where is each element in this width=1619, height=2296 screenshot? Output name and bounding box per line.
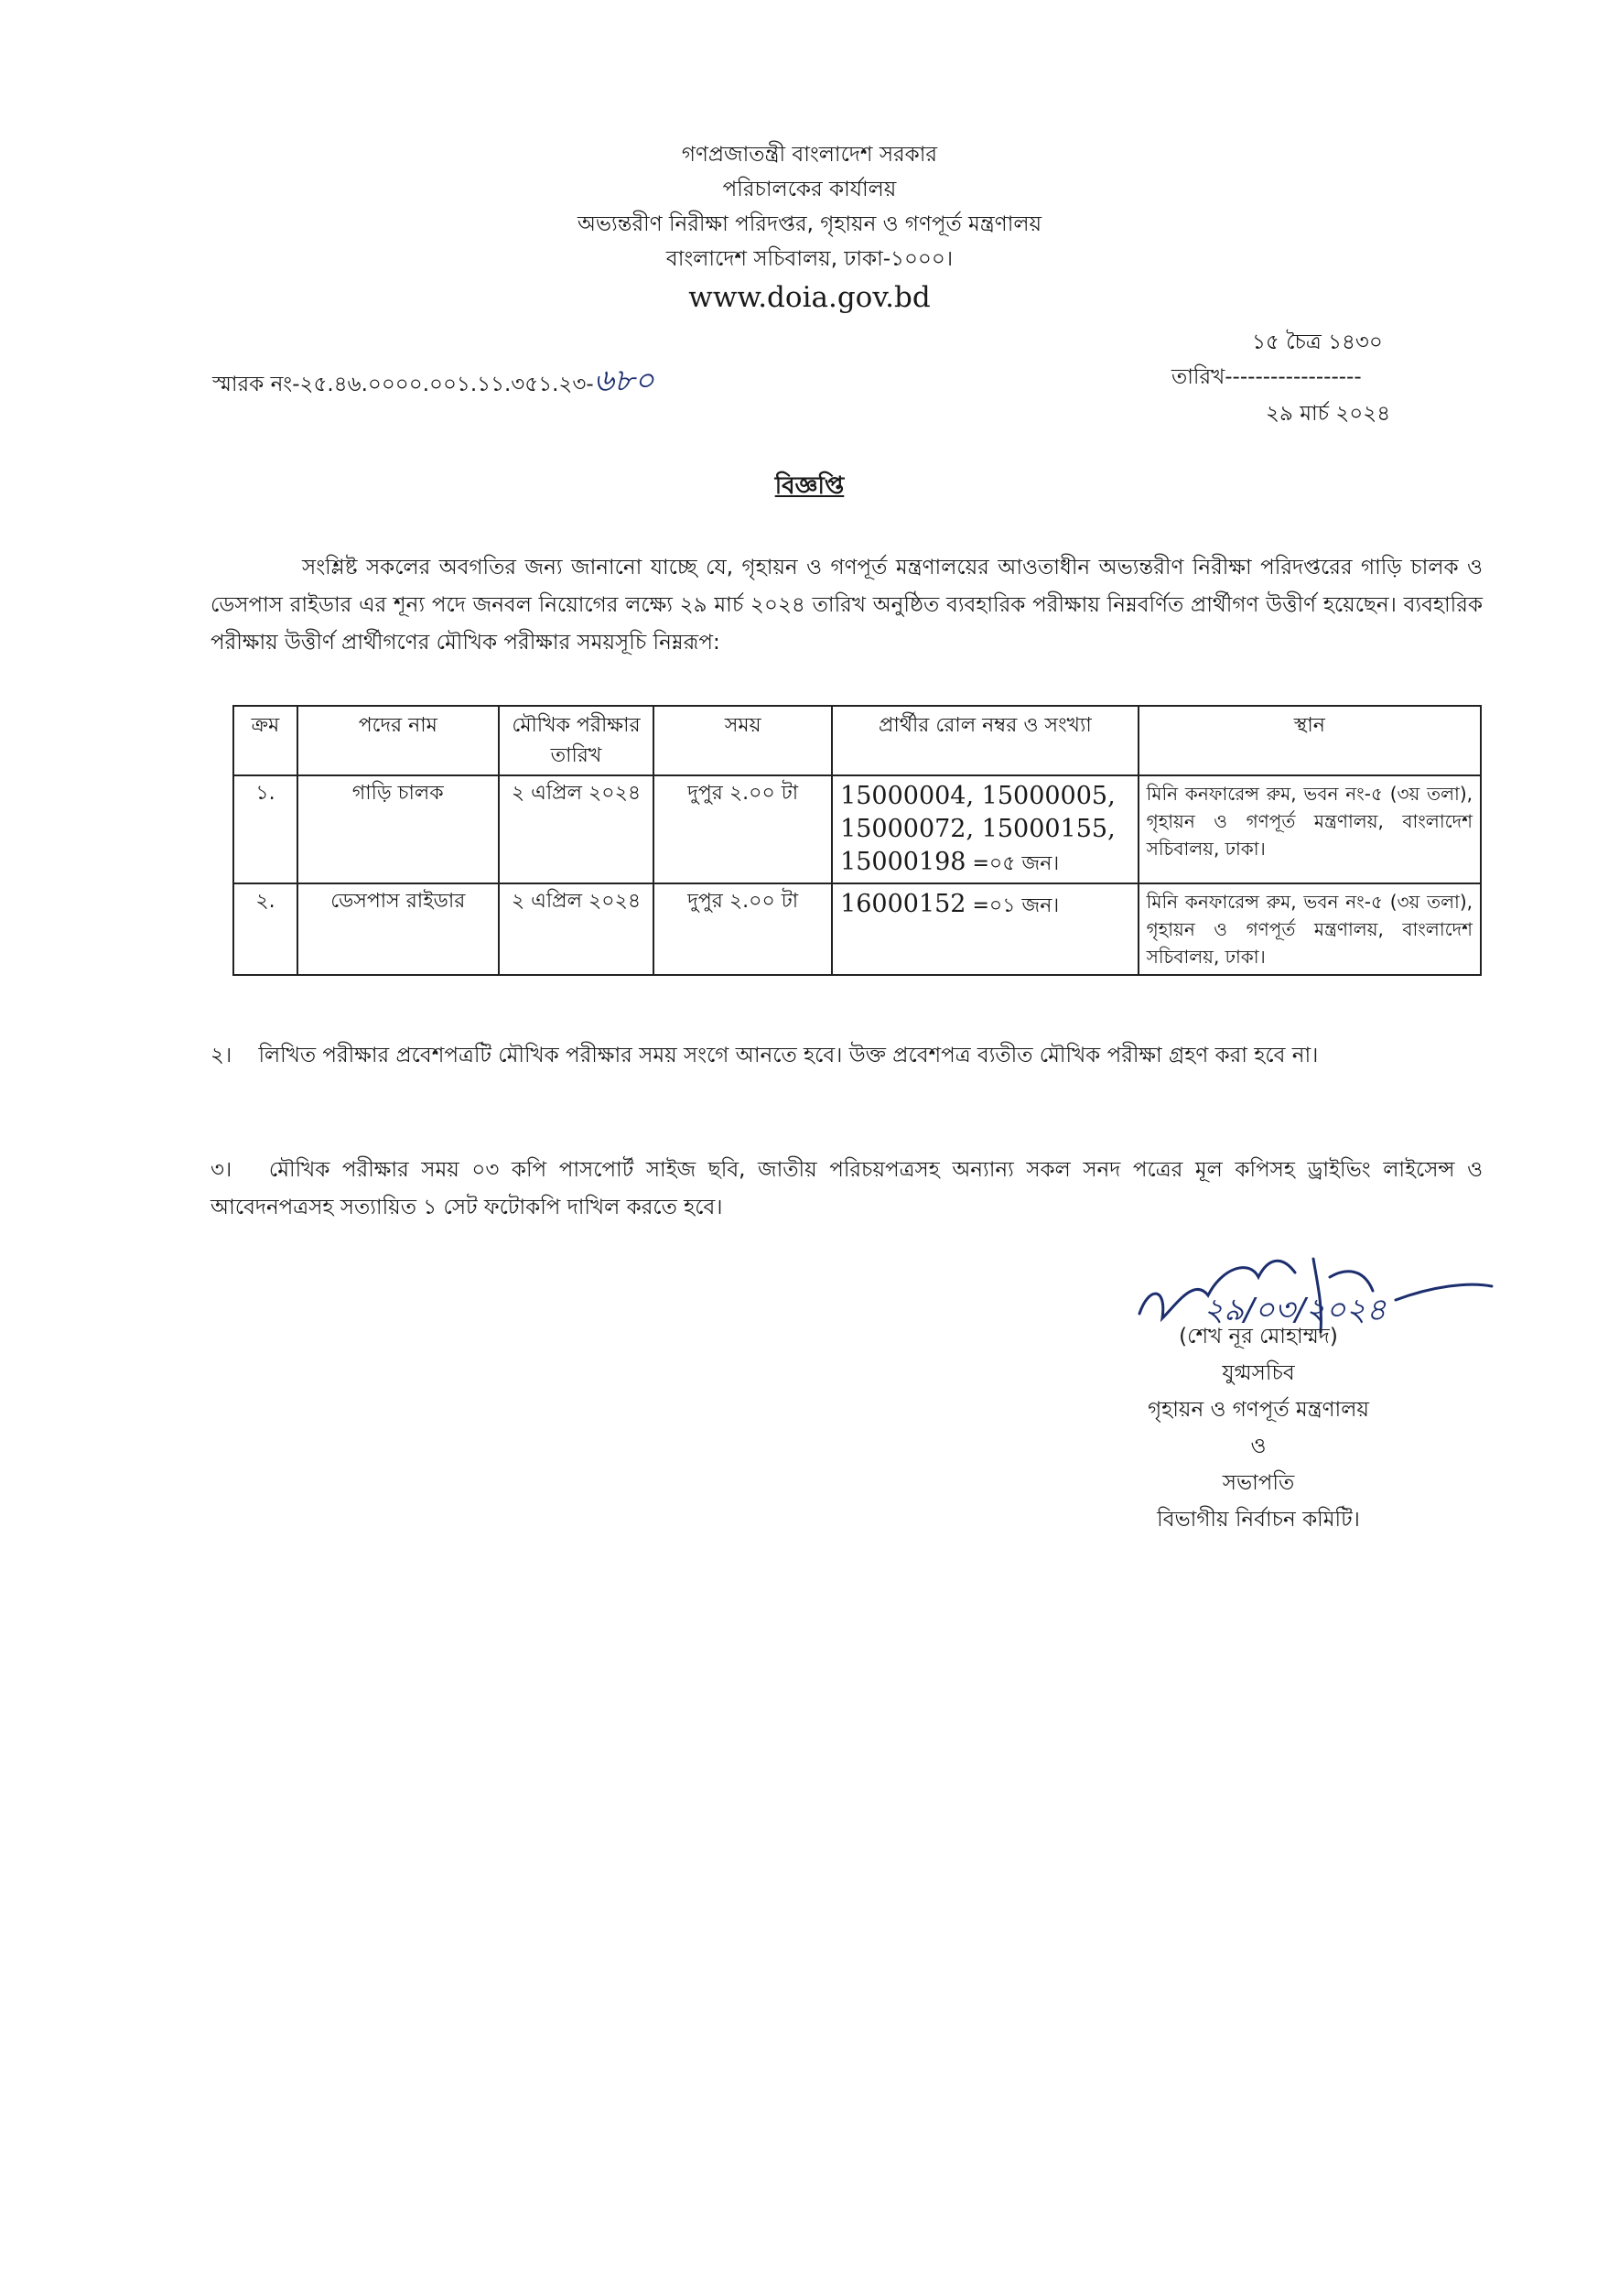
cell-time: দুপুর ২.০০ টা xyxy=(653,883,832,975)
point-2 xyxy=(210,1037,1483,1075)
cell-post: গাড়ি চালক xyxy=(297,775,499,883)
govt-name: গণপ্রজাতন্ত্রী বাংলাদেশ সরকার xyxy=(681,143,938,167)
signatory-role: সভাপতি xyxy=(1222,1471,1295,1495)
point-3-number: ৩। xyxy=(210,1158,232,1182)
intro-paragraph: সংশ্লিষ্ট সকলের অবগতির জন্য জানানো যাচ্ছে যে, গৃহায়ন ও গণপূর্ত মন্ত্রণালয়ের আওতাধীন অভ্যন্তরীণ নিরীক্ষা পরিদপ্তরের গাড়ি চালক ও ডেসপাস রাইডার এর শূন্য পদে জনবল নিয়োগের লক্ষ্যে ২৯ মার্চ ২০২৪ তারিখ অনুষ্ঠিত ব্যবহারিক পরীক্ষায় নিম্নবর্ণিত প্রার্থীগণ উত্তীর্ণ হয়েছেন। ব্যবহারিক পরীক্ষায় উত্তীর্ণ প্রার্থীগণের মৌখিক পরীক্ষার সময়সূচি নিম্নরূপ: xyxy=(210,556,1483,655)
memo-number-text: স্মারক নং-২৫.৪৬.০০০০.০০১.১১.৩৫১.২৩- xyxy=(212,373,594,396)
cell-time: দুপুর ২.০০ টা xyxy=(653,775,832,883)
memo-number-handwritten: ৬৮০ xyxy=(593,363,654,399)
date-bangla: ১৫ চৈত্র ১৪৩০ xyxy=(1252,330,1383,354)
signature-date: ২৯/০৩/২০২৪ xyxy=(1203,1292,1387,1328)
table-row xyxy=(233,883,1481,975)
signatory-designation: যুগ্মসচিব xyxy=(1222,1361,1295,1385)
cell-serial: ২. xyxy=(233,883,297,975)
header-serial: ক্রম xyxy=(233,706,297,775)
memo-number xyxy=(212,357,654,409)
roll-count: =০১ জন। xyxy=(972,894,1060,917)
signatory-committee: বিভাগীয় নির্বাচন কমিটি। xyxy=(1157,1508,1360,1532)
cell-rolls xyxy=(832,883,1139,975)
roll-numbers: 16000152 xyxy=(840,890,966,918)
point-3 xyxy=(210,1152,1483,1227)
signatory-name: (শেখ নূর মোহাম্মদ) xyxy=(1179,1325,1338,1348)
point-3-text: মৌখিক পরীক্ষার সময় ০৩ কপি পাসপোর্ট সাইজ ছবি, জাতীয় পরিচয়পত্রসহ অন্যান্য সকল সনদ পত্রের মূল কপিসহ ড্রাইভিং লাইসেন্স ও আবেদনপত্রসহ সত্যায়িত ১ সেট ফটোকপি দাখিল করতে হবে। xyxy=(210,1158,1483,1219)
table-row xyxy=(233,775,1481,883)
cell-serial: ১. xyxy=(233,775,297,883)
office-address: বাংলাদেশ সচিবালয়, ঢাকা-১০০০। xyxy=(665,247,954,271)
cell-venue: মিনি কনফারেন্স রুম, ভবন নং-৫ (৩য় তলা), গৃহায়ন ও গণপূর্ত মন্ত্রণালয়, বাংলাদেশ সচিবালয়, ঢাকা। xyxy=(1139,775,1481,883)
header-rolls: প্রার্থীর রোল নম্বর ও সংখ্যা xyxy=(832,706,1139,775)
header-post: পদের নাম xyxy=(297,706,499,775)
point-2-number: ২। xyxy=(210,1044,232,1067)
table-header-row xyxy=(233,706,1481,775)
signatory-conj: ও xyxy=(1250,1435,1267,1458)
roll-numbers: 15000004, 15000005, 15000072, 15000155, 15000198 xyxy=(840,782,1116,876)
roll-count: =০৫ জন। xyxy=(972,852,1060,875)
header-date: মৌখিক পরীক্ষার তারিখ xyxy=(499,706,654,775)
letterhead xyxy=(0,137,1619,315)
header-time: সময় xyxy=(653,706,832,775)
point-2-text: লিখিত পরীক্ষার প্রবেশপত্রটি মৌখিক পরীক্ষার সময় সংগে আনতে হবে। উক্ত প্রবেশপত্র ব্যতীত মৌখিক পরীক্ষা গ্রহণ করা হবে না। xyxy=(258,1044,1319,1067)
department-name: অভ্যন্তরীণ নিরীক্ষা পরিদপ্তর, গৃহায়ন ও গণপূর্ত মন্ত্রণালয় xyxy=(577,212,1042,236)
cell-post: ডেসপাস রাইডার xyxy=(297,883,499,975)
website-link[interactable]: www.doia.gov.bd xyxy=(688,281,931,314)
signature-block xyxy=(1052,1318,1464,1538)
notice-title: বিজ্ঞপ্তি xyxy=(774,472,845,500)
date-label: তারিখ------------------ xyxy=(1171,365,1362,389)
schedule-table xyxy=(232,705,1482,976)
cell-date: ২ এপ্রিল ২০২৪ xyxy=(499,775,654,883)
cell-rolls xyxy=(832,775,1139,883)
date-english: ২৯ মার্চ ২০২৪ xyxy=(1266,402,1391,426)
cell-date: ২ এপ্রিল ২০২৪ xyxy=(499,883,654,975)
cell-venue: মিনি কনফারেন্স রুম, ভবন নং-৫ (৩য় তলা), গৃহায়ন ও গণপূর্ত মন্ত্রণালয়, বাংলাদেশ সচিবালয়, ঢাকা। xyxy=(1139,883,1481,975)
header-venue: স্থান xyxy=(1139,706,1481,775)
signatory-ministry: গৃহায়ন ও গণপূর্ত মন্ত্রণালয় xyxy=(1148,1398,1369,1422)
office-name: পরিচালকের কার্যালয় xyxy=(722,178,897,201)
